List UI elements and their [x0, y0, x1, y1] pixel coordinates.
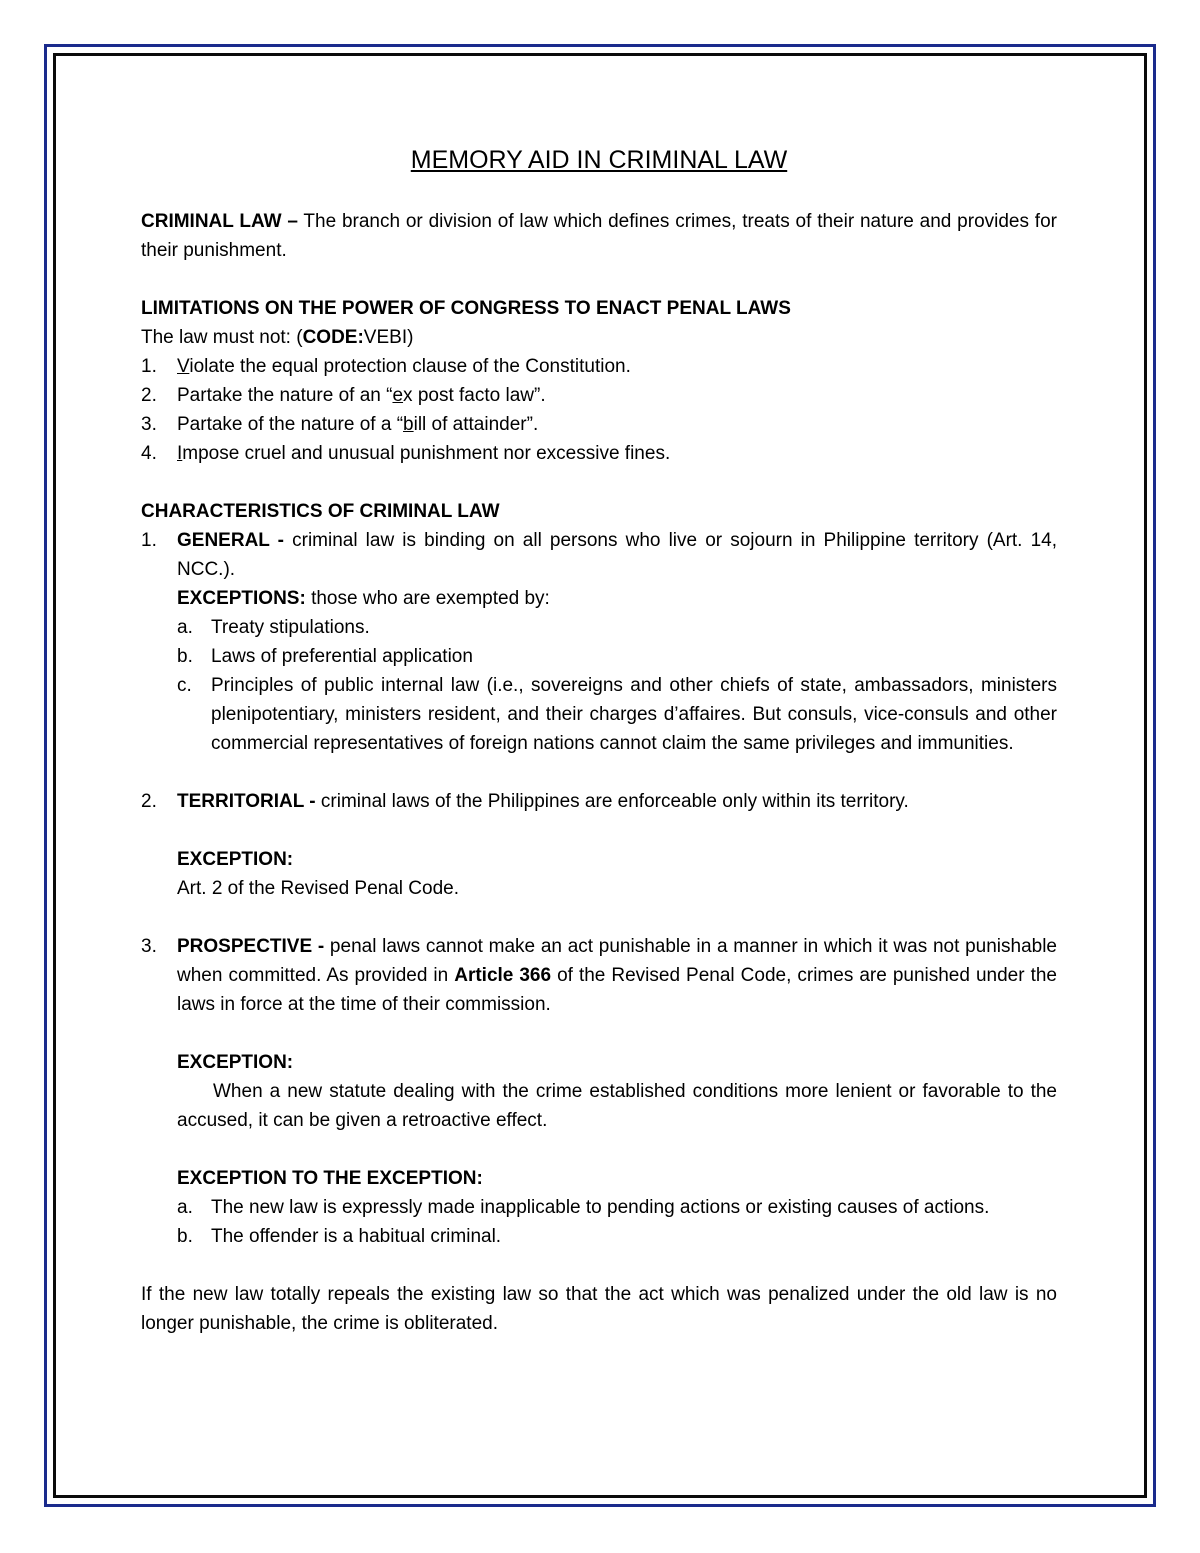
list-item: 1. Violate the equal protection clause of the Constitution.	[141, 356, 631, 377]
list-item: a. The new law is expressly made inapplicable to pending actions or existing causes of actions.	[177, 1197, 990, 1218]
list-item: 3. Partake of the nature of a “bill of attainder”.	[141, 414, 539, 435]
closing-paragraph: If the new law totally repeals the existing law so that the act which was penalized under the old law is no longer punishable, the crime is obliterated.	[141, 1284, 1057, 1334]
limitations-intro: The law must not: (CODE:VEBI)	[141, 327, 414, 348]
list-item: 2. Partake the nature of an “ex post facto law”.	[141, 385, 546, 406]
exception-to-exception-label: EXCEPTION TO THE EXCEPTION:	[177, 1168, 483, 1189]
list-item: c. Principles of public internal law (i.e., sovereigns and other chiefs of state, ambassadors, ministers plenipotentiary, ministers resident, and their charges d’affaires. But consuls, vice-consuls and other commercial representatives of foreign nations cannot claim the same privileges and immunities.	[177, 675, 1057, 754]
prospective-exception-text: When a new statute dealing with the crime established conditions more lenient or favorable to the accused, it can be given a retroactive effect.	[177, 1081, 1057, 1131]
definition-paragraph	[141, 207, 1057, 265]
list-item: a. Treaty stipulations.	[177, 617, 370, 638]
characteristic-territorial: 2. TERRITORIAL - criminal laws of the Philippines are enforceable only within its territory.	[141, 791, 909, 812]
characteristics-heading: CHARACTERISTICS OF CRIMINAL LAW	[141, 501, 500, 522]
list-item: b. Laws of preferential application	[177, 646, 473, 667]
document-body	[141, 143, 1057, 1338]
general-exceptions: EXCEPTIONS: those who are exempted by:	[177, 588, 550, 609]
territorial-exception-text: Art. 2 of the Revised Penal Code.	[177, 878, 459, 899]
territorial-exception-label: EXCEPTION:	[177, 849, 294, 870]
characteristic-general: 1. GENERAL - criminal law is binding on all persons who live or sojourn in Philippine territory (Art. 14, NCC.).	[141, 530, 1057, 580]
characteristic-prospective: 3. PROSPECTIVE - penal laws cannot make an act punishable in a manner in which it was not punishable when committed. As provided in Article 366 of the Revised Penal Code, crimes are punished under the laws in force at the time of their commission.	[141, 936, 1058, 1015]
page-title: MEMORY AID IN CRIMINAL LAW	[410, 146, 788, 174]
definition-term: CRIMINAL LAW –	[141, 211, 298, 232]
prospective-exception-label: EXCEPTION:	[177, 1052, 294, 1073]
limitations-heading: LIMITATIONS ON THE POWER OF CONGRESS TO ENACT PENAL LAWS	[141, 298, 791, 319]
list-item: 4. Impose cruel and unusual punishment nor excessive fines.	[141, 443, 671, 464]
list-item: b. The offender is a habitual criminal.	[177, 1226, 502, 1247]
definition-text: The branch or division of law which defines crimes, treats of their nature and provides for their punishment.	[141, 211, 1057, 261]
